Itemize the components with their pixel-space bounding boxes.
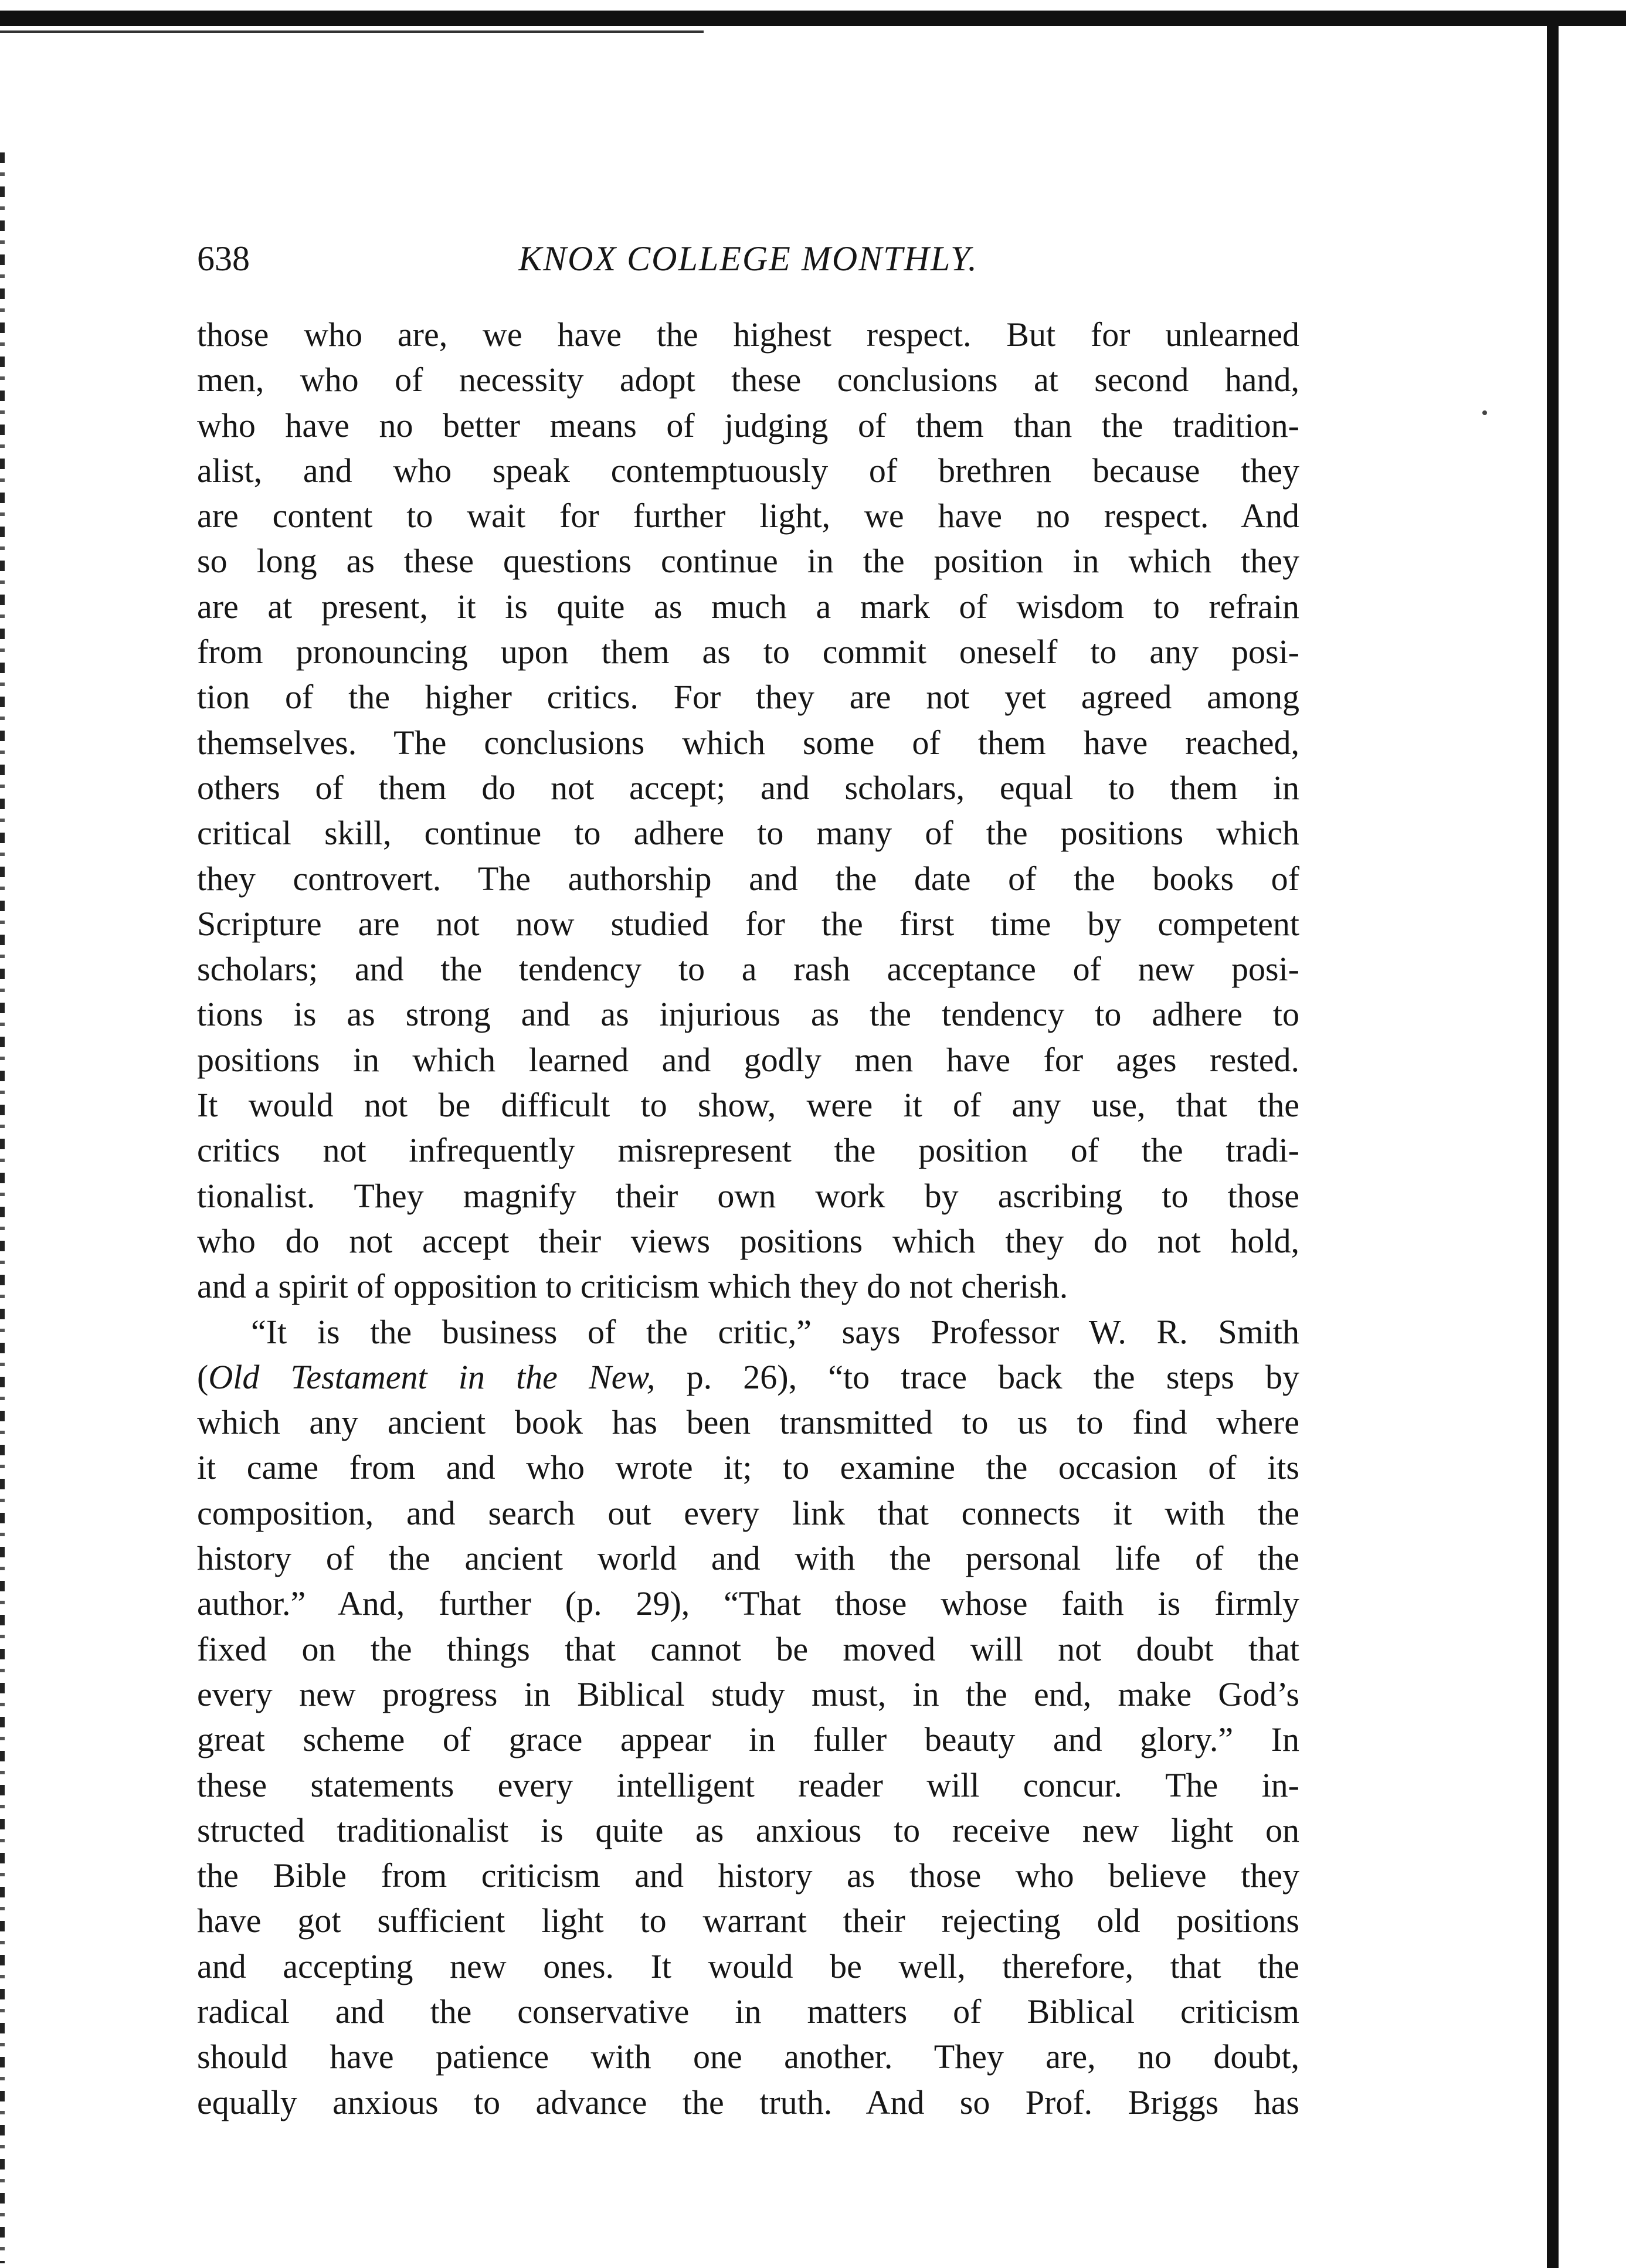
cited-work-title: Old Testament in the New, (208, 1357, 656, 1396)
page-number: 638 (197, 239, 250, 278)
text-line: have got sufficient light to warrant their rejecting old positions (197, 1902, 1299, 1940)
text-line: who do not accept their views positions which they do not hold, (197, 1221, 1299, 1260)
text-line: and accepting new ones. It would be well, therefore, that the (197, 1947, 1299, 1985)
text-line: are at present, it is quite as much a mark of wisdom to refrain (197, 587, 1299, 626)
text-line: scholars; and the tendency to a rash acceptance of new posi- (197, 950, 1299, 989)
text-line: tion of the higher critics. For they are not yet agreed among (197, 678, 1299, 717)
top-border-rule (0, 11, 1626, 26)
paragraph-last-line: and a spirit of opposition to criticism which they do not cherish. (197, 1267, 1068, 1306)
text-line: tions is as strong and as injurious as the tendency to adhere to (197, 995, 1299, 1034)
text-line: history of the ancient world and with the personal life of the (197, 1539, 1299, 1578)
text-line: should have patience with one another. They are, no doubt, (197, 2038, 1299, 2076)
page-header (197, 232, 1299, 285)
text-line: they controvert. The authorship and the date of the books of (197, 859, 1299, 898)
text-line: author.” And, further (p. 29), “That those whose faith is firmly (197, 1584, 1299, 1623)
citation-rest: p. 26), “to trace back the steps by (655, 1357, 1299, 1396)
text-line: so long as these questions continue in the position in which they (197, 542, 1299, 580)
text-line: from pronouncing upon them as to commit oneself to any posi- (197, 633, 1299, 671)
left-binding-edge (0, 152, 5, 2263)
text-line: alist, and who speak contemptuously of brethren because they (197, 451, 1299, 490)
text-line: tionalist. They magnify their own work by ascribing to those (197, 1176, 1299, 1215)
text-line: composition, and search out every link that connects it with the (197, 1493, 1299, 1532)
text-line: which any ancient book has been transmitted to us to find where (197, 1403, 1299, 1442)
text-line: are content to wait for further light, we have no respect. And (197, 497, 1299, 535)
text-line: structed traditionalist is quite as anxious to receive new light on (197, 1811, 1299, 1849)
text-line: who have no better means of judging of them than the tradition- (197, 406, 1299, 444)
text-line: those who are, we have the highest respect. But for unlearned (197, 315, 1299, 354)
text-line: critics not infrequently misrepresent the position of the tradi- (197, 1131, 1299, 1170)
text-line: men, who of necessity adopt these conclusions at second hand, (197, 361, 1299, 399)
text-line: the Bible from criticism and history as those who believe they (197, 1856, 1299, 1895)
running-title: KNOX COLLEGE MONTHLY. (518, 239, 978, 278)
text-line: it came from and who wrote it; to examine the occasion of its (197, 1448, 1299, 1487)
text-line: every new progress in Biblical study must, in the end, make God’s (197, 1675, 1299, 1713)
ink-speck (1482, 410, 1487, 415)
text-line: fixed on the things that cannot be moved will not doubt that (197, 1629, 1299, 1668)
right-border-rule (1547, 23, 1559, 2268)
citation-line (197, 1354, 1299, 1400)
text-line: themselves. The conclusions which some of them have reached, (197, 723, 1299, 762)
text-line: radical and the conservative in matters of Biblical criticism (197, 1992, 1299, 2031)
text-line: It would not be difficult to show, were it of any use, that the (197, 1086, 1299, 1125)
quote-line: “It is the business of the critic,” says Professor W. R. Smith (251, 1312, 1299, 1351)
text-line: great scheme of grace appear in fuller beauty and glory.” In (197, 1720, 1299, 1759)
text-line: these statements every intelligent reader will concur. The in- (197, 1765, 1299, 1804)
text-line: critical skill, continue to adhere to many of the positions which (197, 814, 1299, 853)
text-line: Scripture are not now studied for the first time by competent (197, 904, 1299, 943)
text-line: positions in which learned and godly men have for ages rested. (197, 1040, 1299, 1079)
text-line: others of them do not accept; and scholars, equal to them in (197, 768, 1299, 807)
text-line: equally anxious to advance the truth. And so Prof. Briggs has (197, 2083, 1299, 2121)
open-paren: ( (197, 1357, 209, 1396)
top-thin-rule (0, 30, 704, 33)
article-text (197, 312, 1299, 2125)
